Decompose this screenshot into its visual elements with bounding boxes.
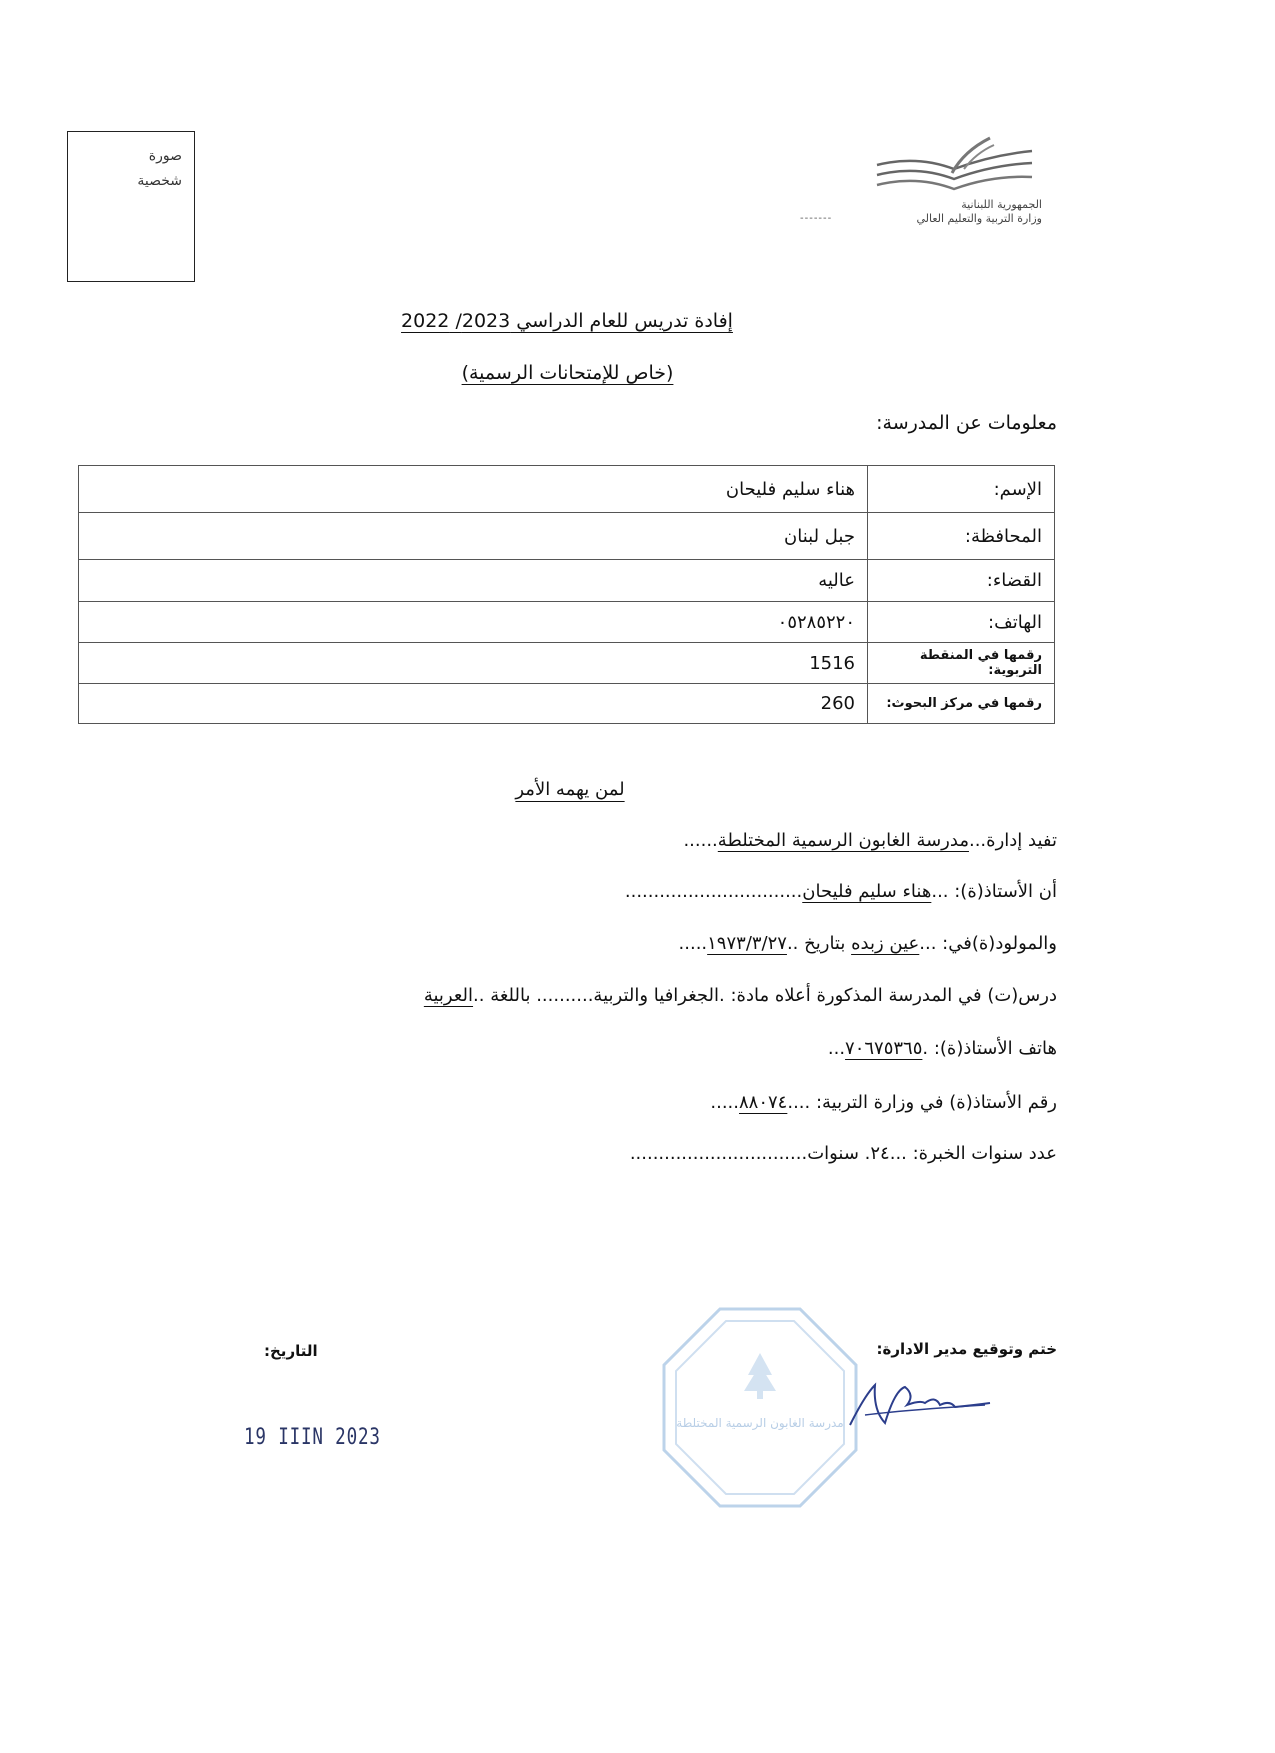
table-row bbox=[79, 560, 1055, 602]
date-label: التاريخ: bbox=[264, 1342, 318, 1360]
school-info-heading: معلومات عن المدرسة: bbox=[876, 412, 1057, 434]
line-dots: ...... bbox=[683, 830, 718, 851]
filled-value: ٨٨٠٧٤ bbox=[739, 1092, 788, 1113]
filled-value: مدرسة الغابون الرسمية المختلطة bbox=[717, 830, 969, 851]
row-value-research-number: 260 bbox=[79, 684, 868, 724]
line-text: هاتف الأستاذ(ة): . bbox=[922, 1038, 1057, 1059]
photo-label: صورة شخصية bbox=[137, 148, 182, 189]
date-stamp: 19 IIIN 2023 bbox=[244, 1425, 381, 1450]
line-text: درس(ت) في المدرسة المذكورة أعلاه مادة: .الجغرافيا والتربية.......... باللغة .. bbox=[473, 985, 1057, 1006]
school-seal-icon bbox=[660, 1305, 860, 1510]
row-label-phone: الهاتف: bbox=[868, 602, 1055, 643]
table-row bbox=[79, 466, 1055, 513]
signature-label: ختم وتوقيع مدير الادارة: bbox=[876, 1340, 1057, 1358]
statement-line-experience bbox=[630, 1143, 1057, 1164]
document-title: إفادة تدريس للعام الدراسي 2023/ 2022 bbox=[401, 310, 733, 332]
to-whom-heading: لمن يهمه الأمر bbox=[515, 779, 625, 800]
school-info-table bbox=[78, 465, 1055, 724]
line-dots: ............................... bbox=[624, 881, 803, 902]
row-label-region-number: رقمها في المنقطة التربوية: bbox=[868, 643, 1055, 684]
row-value-region-number: 1516 bbox=[79, 643, 868, 684]
handwritten-signature bbox=[845, 1365, 995, 1435]
table-row bbox=[79, 684, 1055, 724]
line-text: عدد سنوات الخبرة: ...٢٤. سنوات bbox=[807, 1143, 1057, 1164]
ministry-dots: ------- bbox=[800, 213, 833, 224]
line-text: بتاريخ .. bbox=[786, 933, 852, 954]
row-label-name: الإسم: bbox=[868, 466, 1055, 513]
seal-text: مدرسة الغابون الرسمية المختلطة bbox=[676, 1416, 844, 1430]
ministry-name: الجمهورية اللبنانية وزارة التربية والتعليم العالي bbox=[916, 198, 1042, 225]
document-subtitle: (خاص للإمتحانات الرسمية) bbox=[461, 362, 674, 384]
table-row bbox=[79, 643, 1055, 684]
filled-value: ١٩٧٣/٣/٢٧ bbox=[707, 933, 787, 954]
filled-value: هناء سليم فليحان bbox=[802, 881, 932, 902]
statement-line-ministry-number bbox=[710, 1092, 1057, 1113]
line-dots: ..... bbox=[678, 933, 708, 954]
table-row bbox=[79, 602, 1055, 643]
statement-line-birth bbox=[679, 933, 1057, 954]
statement-line-teacher bbox=[625, 881, 1057, 902]
filled-value: العربية bbox=[423, 985, 474, 1006]
filled-value: ٧٠٦٧٥٣٦٥ bbox=[845, 1038, 923, 1059]
row-label-governorate: المحافظة: bbox=[868, 513, 1055, 560]
line-text: والمولود(ة)في: ... bbox=[919, 933, 1057, 954]
statement-line-school bbox=[683, 830, 1057, 851]
statement-line-teacher-phone bbox=[828, 1038, 1057, 1059]
line-dots: ... bbox=[827, 1038, 846, 1059]
line-dots: ............................... bbox=[629, 1143, 808, 1164]
table-row bbox=[79, 513, 1055, 560]
line-text: تفيد إدارة... bbox=[968, 830, 1057, 851]
statement-line-subject bbox=[424, 985, 1057, 1006]
line-dots: ..... bbox=[710, 1092, 739, 1113]
row-label-research-number: رقمها في مركز البحوث: bbox=[868, 684, 1055, 724]
row-label-district: القضاء: bbox=[868, 560, 1055, 602]
row-value-phone: ٠٥٢٨٥٢٢٠ bbox=[79, 602, 868, 643]
photo-placeholder bbox=[67, 131, 195, 282]
ministry-logo-icon bbox=[872, 133, 1037, 203]
row-value-name: هناء سليم فليحان bbox=[79, 466, 868, 513]
row-value-governorate: جبل لبنان bbox=[79, 513, 868, 560]
filled-value: عين زبده bbox=[851, 933, 920, 954]
line-text: رقم الأستاذ(ة) في وزارة التربية: .... bbox=[787, 1092, 1057, 1113]
line-text: أن الأستاذ(ة): ... bbox=[931, 881, 1057, 902]
row-value-district: عاليه bbox=[79, 560, 868, 602]
